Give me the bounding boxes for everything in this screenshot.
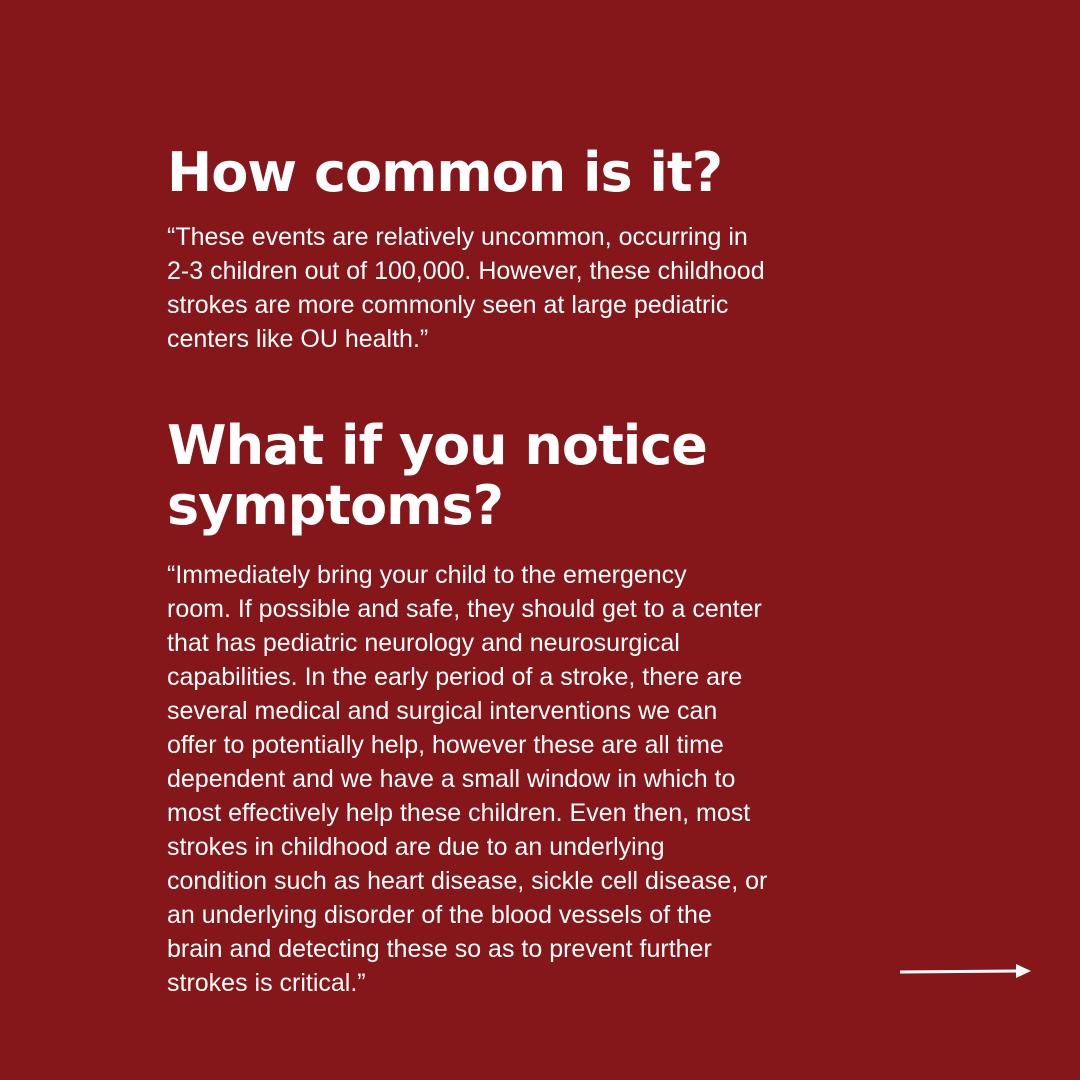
main-content <box>167 143 927 1000</box>
section-heading-how-common: How common is it? <box>167 141 723 204</box>
next-slide-button[interactable] <box>900 958 1034 984</box>
section-heading-notice-symptoms: What if you notice symptoms? <box>167 414 707 537</box>
section-quote-how-common: “These events are relatively uncommon, occurring in 2-3 children out of 100,000. However, these childhood strokes are more commonly seen at large pediatric centers like OU health.” <box>167 223 765 353</box>
arrow-right-icon <box>900 958 1034 984</box>
section-quote-notice-symptoms: “Immediately bring your child to the emergency room. If possible and safe, they should get to a center that has pediatric neurology and neurosurgical capabilities. In the early period of a stroke, there are several medical and surgical interventions we can offer to potentially help, however these are all time dependent and we have a small window in which to most effectively help these children. Even then, most strokes in childhood are due to an underlying condition such as heart disease, sickle cell disease, or an underlying disorder of the blood vessels of the brain and detecting these so as to prevent further strokes is critical.” <box>167 561 768 997</box>
